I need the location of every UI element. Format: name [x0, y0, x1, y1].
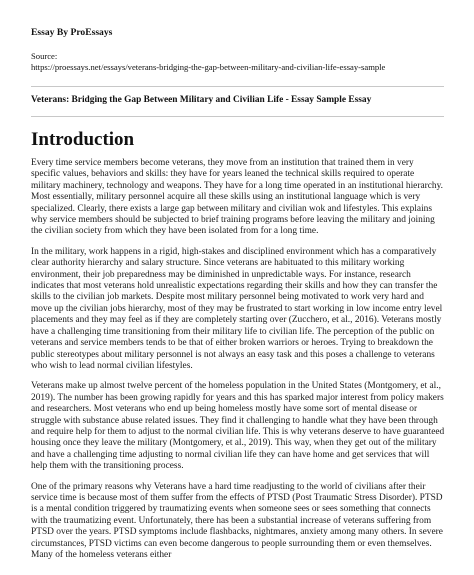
essay-paragraph: In the military, work happens in a rigid, high-stakes and disciplined environment which has a comparatively clear authority hierarchy and salary structure. Since veterans are habituated to this military working environment, their job preparedness may be diminished in unpredictable ways. For instance, research indicates that most veterans hold unrealistic expectations regarding their skills and how they can transfer the skills to the civilian job markets. Despite most military personnel being motivated to work very hard and move up the civilian jobs hierarchy, most of they may be frustrated to start working in low income entry level placements and they may feel as if they are completely starting over (Zucchero, et al., 2016). Veterans mostly have a challenging time transitioning from their military life to civilian life. The perception of the public on veterans and service members tends to be that of either broken warriors or heroes. Trying to breakdown the public stereotypes about military personnel is not always an easy task and this poses a challenge to veterans who wish to lead normal civilian lifestyles. — [31, 246, 443, 371]
source-url: https://proessays.net/essays/veterans-bridging-the-gap-between-military-and-civilian-life-essay-sample — [31, 62, 386, 72]
essay-title: Veterans: Bridging the Gap Between Military and Civilian Life - Essay Sample Essay — [31, 95, 372, 105]
divider-top — [31, 86, 444, 87]
essay-paragraph: Veterans make up almost twelve percent of the homeless population in the United States (Montgomery, et al., 2019). The number has been growing rapidly for years and this has sparked major interest from policy makers and researchers. Most veterans who end up being homeless mostly have some sort of mental disease or struggle with substance abuse related issues. They find it challenging to handle what they have been through and require help for them to adjust to the normal civilian life. This is why veterans deserve to have guaranteed housing once they leave the military (Montgomery, et al., 2019). This way, when they get out of the military and have a challenging time adjusting to normal civilian life they can have home and get services that will help them with the transitioning process. — [31, 381, 445, 472]
brand-header: Essay By ProEssays — [31, 27, 113, 38]
essay-paragraph: Every time service members become veterans, they move from an institution that trained them in very specific values, behaviors and skills: they have for years leaned the technical skills required to operate military machinery, technology and weapons. They have for a long time operated in an institutional hierarchy. Most essentially, military personnel acquire all these skills using an institutional language which is very specialized. Clearly, there exists a large gap between military and civilian wok and lifestyles. This explains why service members should be subjected to brief training programs before leaving the military and joining the civilian society from which they have been isolated from for a long time. — [31, 158, 444, 237]
essay-body — [31, 158, 445, 570]
source-block — [31, 51, 451, 73]
source-label: Source: — [31, 51, 58, 61]
section-heading: Introduction — [31, 129, 135, 150]
divider-bottom — [31, 116, 444, 117]
essay-paragraph: One of the primary reasons why Veterans have a hard time readjusting to the world of civilians after their service time is because most of them suffer from the effects of PTSD (Post Traumatic Stress Disorder). PTSD is a mental condition triggered by traumatizing events when someone sees or sees something that connects with the traumatizing event. Unfortunately, there has been a substantial increase of veterans suffering from PTSD over the years. PTSD symptoms include flashbacks, nightmares, anxiety among many others. In severe circumstances, PTSD victims can even become dangerous to people surrounding them or even themselves. Many of the homeless veterans either — [31, 481, 443, 560]
